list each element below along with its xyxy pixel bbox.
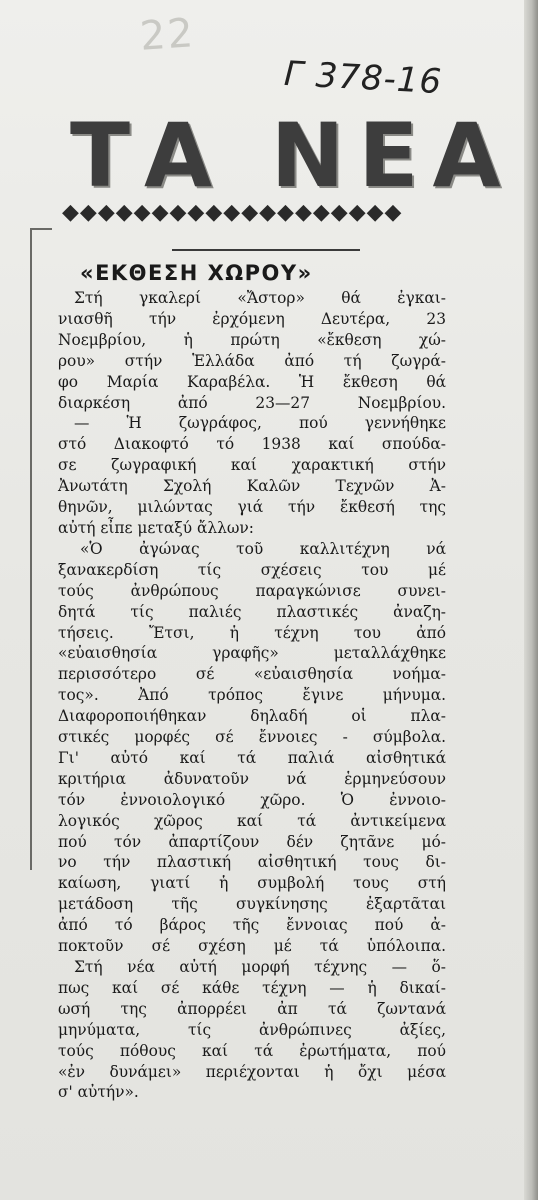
- article-line: Στή γκαλερί «Ἄστορ» θά ἐγκαι-: [74, 289, 446, 307]
- article-line: νο τήν πλαστική αἰσθητική τους δι-: [58, 853, 446, 872]
- article-line: Ἀνωτάτη Σχολή Καλῶν Τεχνῶν Ἀ-: [58, 477, 446, 496]
- article-line: ξανακερδίση τίς σχέσεις του μέ: [58, 560, 446, 579]
- column-frame-left: [30, 228, 32, 870]
- article-line: αὐτή εἶπε μεταξύ ἄλλων:: [58, 518, 254, 537]
- article-line: φο Μαρία Καραβέλα. Ἡ ἔκθεση θά: [58, 372, 446, 391]
- article-line: μηνύματα, τίς ἀνθρώπινες ἀξίες,: [58, 1020, 446, 1039]
- article-line: ωσή της ἀπορρέει ἀπ τά ζωντανά: [58, 999, 446, 1018]
- article-line: θηνῶν, μιλώντας γιά τήν ἔκθεσή της: [58, 498, 446, 517]
- article-body: [58, 288, 446, 1103]
- article-line: τούς ἀνθρώπους παραγκώνισε συνει-: [58, 581, 446, 600]
- article-line: λογικός χῶρος καί τά ἀντικείμενα: [58, 811, 446, 830]
- article-line: περισσότερο σέ «εὐαισθησία νοήμα-: [58, 665, 446, 684]
- article-line: «εὐαισθησία γραφῆς» μεταλλάχθηκε: [58, 644, 446, 663]
- article-line: διαρκέση ἀπό 23—27 Νοεμβρίου.: [58, 393, 446, 412]
- scan-edge-shadow: [524, 0, 538, 1200]
- article-line: τήσεις. Ἔτσι, ἡ τέχνη του ἀπό: [58, 623, 446, 642]
- pencil-mark: 22: [138, 10, 197, 60]
- article-headline: «ΕΚΘΕΣΗ ΧΩΡΟΥ»: [80, 261, 313, 285]
- article-line: ρου» στήν Ἑλλάδα ἀπό τή ζωγρά-: [58, 351, 446, 370]
- article-line: Νοεμβρίου, ἡ πρώτη «ἔκθεση χώ-: [58, 330, 446, 349]
- article-line: Διαφοροποιήθηκαν δηλαδή οἱ πλα-: [58, 707, 446, 726]
- article-line: — Ἡ ζωγράφος, πού γεννήθηκε: [74, 414, 446, 433]
- article-line: σ' αὐτήν».: [58, 1083, 139, 1102]
- newspaper-masthead: ΤΑ ΝΕΑ: [70, 104, 515, 207]
- article-line: τούς πόθους καί τά ἐρωτήματα, πού: [58, 1041, 446, 1060]
- article-line: νιασθῆ τήν ἐρχόμενη Δευτέρα, 23: [58, 309, 446, 328]
- archive-reference-note: Γ 378-16: [283, 53, 444, 103]
- article-line: στικές μορφές σέ ἔννοιες - σύμβολα.: [58, 728, 446, 747]
- article-line: σε ζωγραφική καί χαρακτική στήν: [58, 456, 446, 475]
- masthead-ornament: ◆◆◆◆◆◆◆◆◆◆◆◆◆◆◆◆◆◆◆: [62, 200, 403, 225]
- article-line: πού τόν ἀπαρτίζουν δέν ζητᾶνε μό-: [58, 832, 446, 851]
- article-line: καίωση, γιατί ἡ συμβολή τους στή: [58, 874, 446, 893]
- article-line: στό Διακοφτό τό 1938 καί σπούδα-: [58, 435, 446, 454]
- column-frame-top: [30, 228, 52, 230]
- article-line: Γι' αὐτό καί τά παλιά αἰσθητικά: [58, 748, 446, 767]
- article-line: Στή νέα αὐτή μορφή τέχνης — ὅ-: [74, 958, 446, 976]
- headline-rule: [172, 249, 360, 251]
- article-line: «Ὁ ἀγώνας τοῦ καλλιτέχνη νά: [80, 539, 446, 558]
- article-line: τόν ἐννοιολογικό χῶρο. Ὁ ἐννοιο-: [58, 790, 446, 809]
- article-line: ἀπό τό βάρος τῆς ἔννοιας πού ἀ-: [58, 916, 446, 935]
- article-line: δητά τίς παλιές πλαστικές ἀναζη-: [58, 602, 446, 621]
- article-line: τος». Ἀπό τρόπος ἔγινε μήνυμα.: [58, 686, 446, 705]
- article-line: «ἐν δυνάμει» περιέχονται ἡ ὄχι μέσα: [58, 1062, 446, 1081]
- article-line: μετάδοση τῆς συγκίνησης ἐξαρτᾶται: [58, 895, 446, 914]
- article-line: ποκτοῦν σέ σχέση μέ τά ὑπόλοιπα.: [58, 937, 446, 956]
- article-line: πως καί σέ κάθε τέχνη — ἡ δικαί-: [58, 978, 446, 997]
- article-line: κριτήρια ἀδυνατοῦν νά ἑρμηνεύσουν: [58, 769, 446, 788]
